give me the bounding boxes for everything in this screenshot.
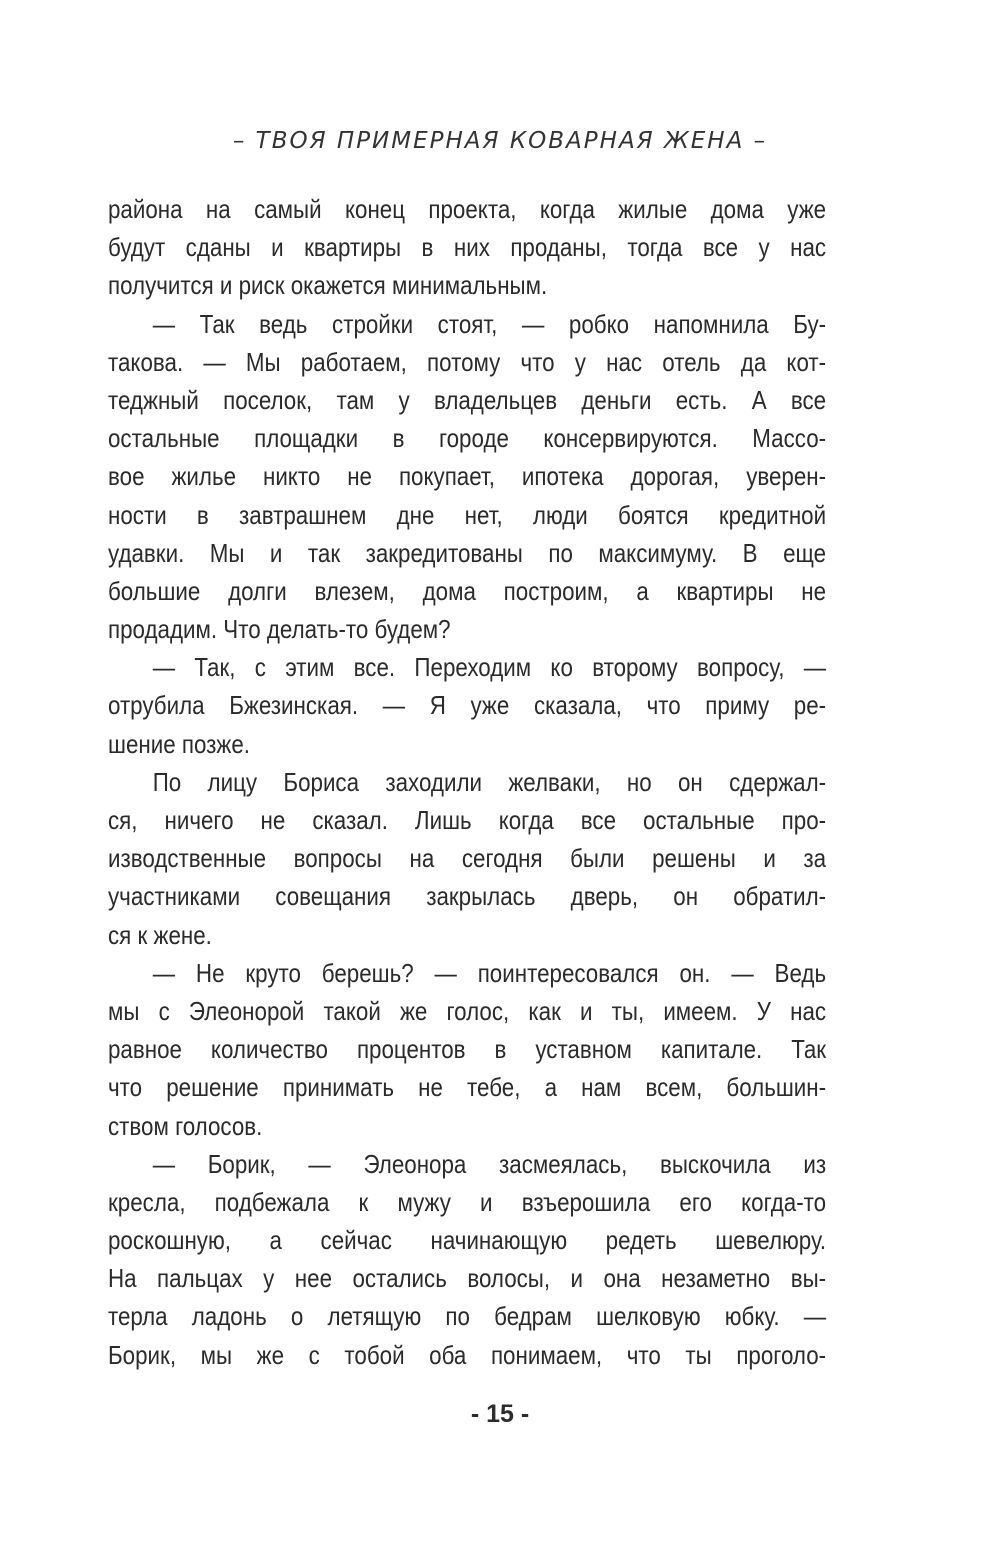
- page-number: - 15 -: [470, 1400, 530, 1428]
- text-line: изводственные вопросы на сегодня были решены и за: [108, 843, 827, 874]
- text-line: что решение принимать не тебе, а нам всем, большин-: [108, 1072, 827, 1103]
- text-line: будут сданы и квартиры в них проданы, тогда все у нас: [108, 232, 827, 263]
- text-line: такова. — Мы работаем, потому что у нас отель да кот-: [108, 346, 827, 377]
- text-line: кресла, подбежала к мужу и взъерошила его когда-то: [108, 1186, 827, 1217]
- text-line: По лицу Бориса заходили желваки, но он сдержал-: [152, 766, 827, 797]
- text-line: — Не круто берешь? — поинтересовался он. — Ведь: [152, 957, 827, 988]
- text-line: роскошную, а сейчас начинающую редеть шевелюру.: [108, 1225, 827, 1256]
- text-line: удавки. Мы и так закредитованы по максимуму. В еще: [108, 537, 827, 568]
- text-line: ством голосов.: [108, 1110, 263, 1141]
- text-line: равное количество процентов в уставном капитале. Так: [108, 1034, 827, 1065]
- text-line: — Так ведь стройки стоят, — робко напомнила Бу-: [152, 308, 827, 339]
- text-line: большие долги влезем, дома построим, а квартиры не: [108, 575, 827, 606]
- text-line: ности в завтрашнем дне нет, люди боятся кредитной: [108, 499, 827, 530]
- text-line: остальные площадки в городе консервируются. Массо-: [108, 423, 827, 454]
- text-line: района на самый конец проекта, когда жилые дома уже: [108, 194, 827, 224]
- text-line: продадим. Что делать-то будем?: [108, 614, 451, 645]
- text-line: ся к жене.: [108, 919, 212, 950]
- text-line: Борик, мы же с тобой оба понимаем, что ты проголо-: [108, 1339, 827, 1370]
- text-line: — Борик, — Элеонора засмеялась, выскочила из: [152, 1148, 827, 1179]
- text-line: терла ладонь о летящую по бедрам шелковую юбку. —: [108, 1301, 827, 1332]
- text-line: На пальцах у нее остались волосы, и она незаметно вы-: [108, 1263, 827, 1294]
- running-head: – ТВОЯ ПРИМЕРНАЯ КОВАРНАЯ ЖЕНА –: [232, 128, 768, 154]
- text-line: участниками совещания закрылась дверь, он обратил-: [108, 881, 827, 912]
- text-line: шение позже.: [108, 728, 251, 759]
- text-line: ся, ничего не сказал. Лишь когда все остальные про-: [108, 805, 827, 835]
- text-line: мы с Элеонорой такой же голос, как и ты, имеем. У нас: [108, 995, 827, 1026]
- text-line: — Так, с этим все. Переходим ко второму вопросу, —: [152, 652, 827, 683]
- text-line: получится и риск окажется минимальным.: [108, 270, 548, 301]
- text-line: вое жилье никто не покупает, ипотека дорогая, уверен-: [108, 461, 827, 492]
- text-line: теджный поселок, там у владельцев деньги есть. А все: [108, 384, 827, 415]
- text-line: отрубила Бжезинская. — Я уже сказала, что приму ре-: [108, 690, 827, 721]
- body-text: [108, 190, 826, 1374]
